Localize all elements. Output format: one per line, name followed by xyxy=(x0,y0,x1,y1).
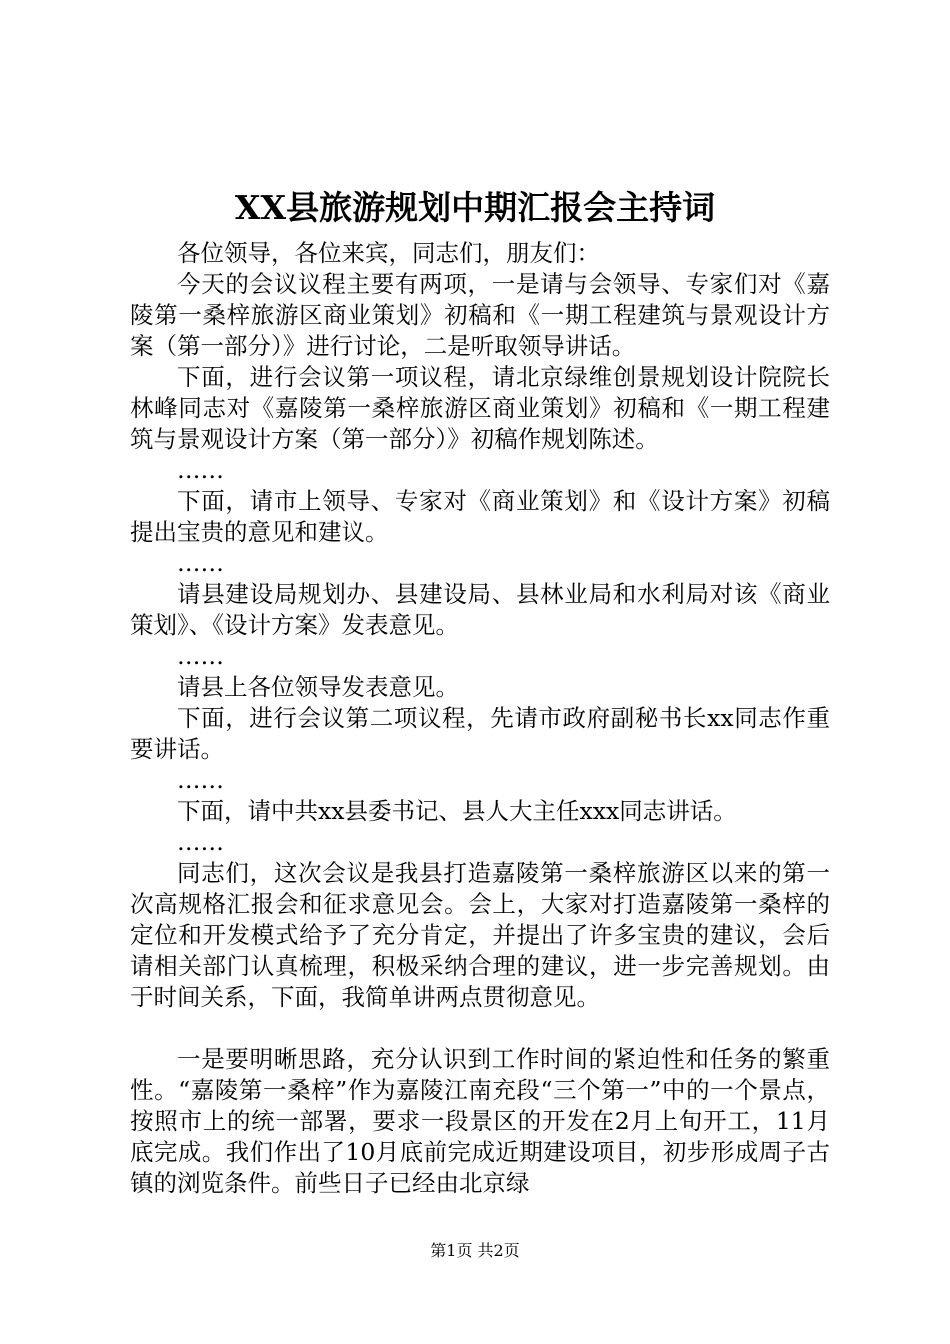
paragraph-county-bureaus: 请县建设局规划办、县建设局、县林业局和水利局对该《商业策划》、《设计方案》发表意见。 xyxy=(130,580,830,639)
paragraph-summary: 同志们，这次会议是我县打造嘉陵第一桑梓旅游区以来的第一次高规格汇报会和征求意见会。会上，大家对打造嘉陵第一桑梓的定位和开发模式给予了充分肯定，并提出了许多宝贵的建议，会后请相关部门认真梳理，积极采纳合理的建议，进一步完善规划。由于时间关系，下面，我简单讲两点贯彻意见。 xyxy=(130,859,830,1011)
paragraph-first-item: 下面，进行会议第一项议程，请北京绿维创景规划设计院院长林峰同志对《嘉陵第一桑梓旅游区商业策划》初稿和《一期工程建筑与景观设计方案（第一部分）》初稿作规划陈述。 xyxy=(130,363,830,453)
paragraph-point-one: 一是要明晰思路，充分认识到工作时间的紧迫性和任务的繁重性。“嘉陵第一桑梓”作为嘉陵江南充段“三个第一”中的一个景点，按照市上的统一部署，要求一段景区的开发在2月上旬开工，11月底完成。我们作出了10月底前完成近期建设项目，初步形成周子古镇的浏览条件。前些日子已经由北京绿 xyxy=(130,1045,830,1197)
paragraph-ellipsis: …… xyxy=(177,549,224,577)
paragraph-county-leaders: 请县上各位领导发表意见。 xyxy=(177,673,459,701)
paragraph-ellipsis: …… xyxy=(177,828,224,856)
document-body xyxy=(130,238,830,1199)
paragraph-ellipsis: …… xyxy=(177,642,224,670)
paragraph-ellipsis: …… xyxy=(177,456,224,484)
paragraph-ellipsis: …… xyxy=(177,766,224,794)
paragraph-party-secretary: 下面，请中共xx县委书记、县人大主任xxx同志讲话。 xyxy=(177,797,737,825)
paragraph-city-experts: 下面，请市上领导、专家对《商业策划》和《设计方案》初稿提出宝贵的意见和建议。 xyxy=(130,487,830,546)
document-title: XX县旅游规划中期汇报会主持词 xyxy=(234,188,716,227)
page-footer: 第1页 共2页 xyxy=(430,1241,520,1260)
paragraph-agenda: 今天的会议议程主要有两项，一是请与会领导、专家们对《嘉陵第一桑梓旅游区商业策划》初稿和《一期工程建筑与景观设计方案（第一部分）》进行讨论，二是听取领导讲话。 xyxy=(130,270,830,360)
paragraph-second-item: 下面，进行会议第二项议程，先请市政府副秘书长xx同志作重要讲话。 xyxy=(130,704,830,763)
paragraph-greeting: 各位领导，各位来宾，同志们，朋友们： xyxy=(177,239,600,267)
